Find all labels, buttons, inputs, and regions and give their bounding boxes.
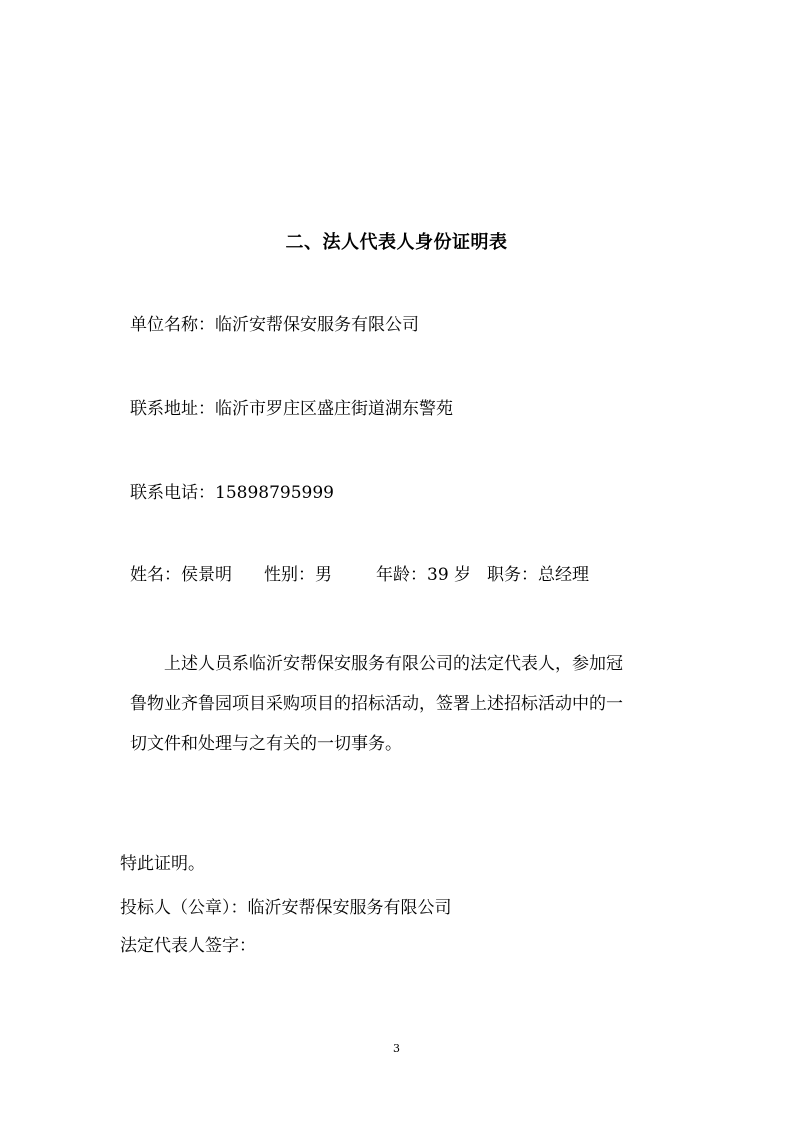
statement-paragraph — [130, 644, 690, 764]
address-line — [130, 397, 453, 421]
name-value: 侯景明 — [181, 565, 232, 585]
gender-label: 性别： — [264, 565, 315, 585]
unit-name-value: 临沂安帮保安服务有限公司 — [215, 315, 419, 335]
page-number: 3 — [393, 1042, 400, 1055]
position-label: 职务： — [487, 565, 539, 585]
unit-name-line — [130, 313, 419, 337]
statement-line: 上述人员系临沂安帮保安服务有限公司的法定代表人，参加冠 — [164, 654, 623, 674]
name-label: 姓名： — [130, 565, 181, 585]
bidder-value: 临沂安帮保安服务有限公司 — [247, 898, 452, 918]
phone-value: 15898795999 — [215, 483, 334, 503]
signature-line: 法定代表人签字： — [120, 936, 256, 956]
position-value: 总经理 — [538, 565, 590, 585]
gender-value: 男 — [315, 565, 332, 585]
statement-line: 鲁物业齐鲁园项目采购项目的招标活动，签署上述招标活动中的一 — [130, 694, 623, 714]
bidder-label: 投标人（公章）： — [120, 898, 248, 918]
age-value: 39 岁 — [427, 565, 472, 585]
address-value: 临沂市罗庄区盛庄街道湖东警苑 — [215, 399, 453, 419]
certify-line: 特此证明。 — [120, 854, 205, 874]
bidder-line — [120, 896, 452, 920]
unit-name-label: 单位名称： — [130, 315, 215, 335]
person-info-line — [130, 563, 589, 587]
phone-label: 联系电话： — [130, 483, 215, 503]
age-label: 年龄： — [376, 565, 427, 585]
address-label: 联系地址： — [130, 399, 215, 419]
page-title: 二、法人代表人身份证明表 — [285, 232, 508, 253]
statement-line: 切文件和处理与之有关的一切事务。 — [130, 734, 402, 754]
phone-line — [130, 481, 334, 505]
